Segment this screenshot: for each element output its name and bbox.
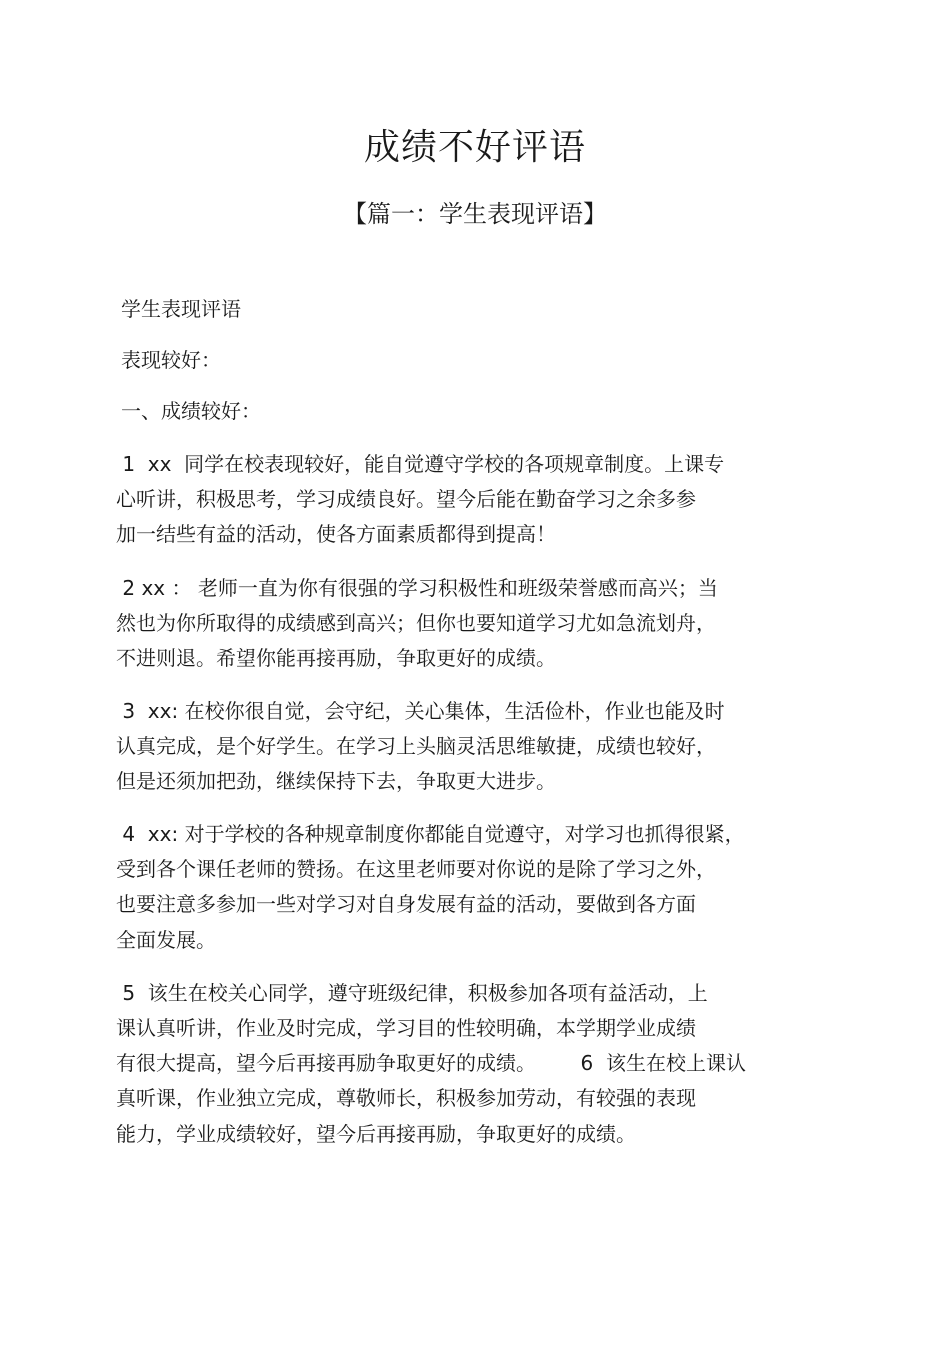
paragraph-line: 然也为你所取得的成绩感到高兴；但你也要知道学习尤如急流划舟， xyxy=(116,611,716,635)
paragraph-line: 课认真听讲，作业及时完成，学习目的性较明确，本学期学业成绩 xyxy=(116,1016,696,1040)
paragraph-line: 有很大提高，望今后再接再励争取更好的成绩。 6 该生在校上课认 xyxy=(116,1051,746,1075)
paragraph-line: 2 xx ： 老师一直为你有很强的学习积极性和班级荣誉感而高兴；当 xyxy=(116,576,718,600)
section-heading: 表现较好： xyxy=(121,348,221,372)
paragraph-line: 3 xx: 在校你很自觉，会守纪，关心集体，生活俭朴，作业也能及时 xyxy=(116,699,725,723)
document-subtitle: 【篇一：学生表现评语】 xyxy=(343,200,607,228)
paragraph-line: 1 xx 同学在校表现较好，能自觉遵守学校的各项规章制度。上课专 xyxy=(116,452,725,476)
heading: 学生表现评语 xyxy=(121,297,241,321)
paragraph-line: 受到各个课任老师的赞扬。在这里老师要对你说的是除了学习之外， xyxy=(116,857,716,881)
paragraph-line: 全面发展。 xyxy=(116,928,216,952)
paragraph-line: 也要注意多参加一些对学习对自身发展有益的活动，要做到各方面 xyxy=(116,892,696,916)
paragraph-line: 心听讲，积极思考，学习成绩良好。望今后能在勤奋学习之余多参 xyxy=(116,487,696,511)
paragraph-line: 5 该生在校关心同学，遵守班级纪律，积极参加各项有益活动，上 xyxy=(116,981,708,1005)
paragraph-line: 不进则退。希望你能再接再励，争取更好的成绩。 xyxy=(116,646,556,670)
paragraph-line: 认真完成，是个好学生。在学习上头脑灵活思维敏捷，成绩也较好， xyxy=(116,734,716,758)
paragraph-line: 能力，学业成绩较好，望今后再接再励，争取更好的成绩。 xyxy=(116,1122,636,1146)
paragraph-line: 真听课，作业独立完成，尊敬师长，积极参加劳动，有较强的表现 xyxy=(116,1086,696,1110)
paragraph-line: 4 xx: 对于学校的各种规章制度你都能自觉遵守，对学习也抓得很紧， xyxy=(116,822,745,846)
subsection-heading: 一、成绩较好： xyxy=(121,399,261,423)
paragraph-line: 但是还须加把劲，继续保持下去，争取更大进步。 xyxy=(116,769,556,793)
document-title: 成绩不好评语 xyxy=(363,127,586,168)
paragraph-line: 加一结些有益的活动，使各方面素质都得到提高！ xyxy=(116,522,556,546)
